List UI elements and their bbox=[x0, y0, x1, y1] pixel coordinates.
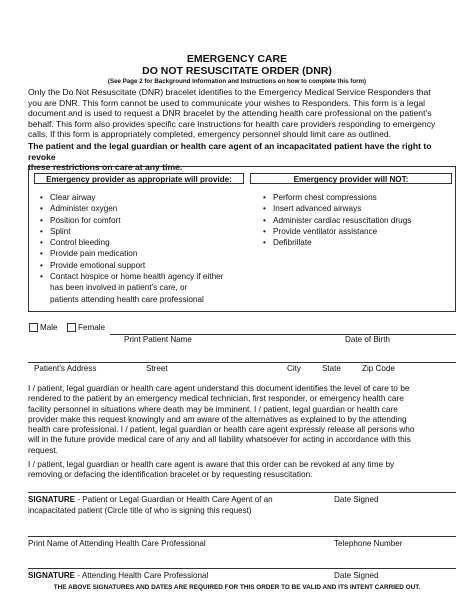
form-subtitle: (See Page 2 for Background Information and Instructions on how to complete this form) bbox=[107, 78, 367, 85]
city-label: City bbox=[287, 364, 301, 373]
professional-name-label: Print Name of Attending Health Care Professional bbox=[28, 539, 206, 548]
list-item: • Splint bbox=[39, 226, 244, 237]
rights-line: these restrictions on care at any time. bbox=[28, 162, 183, 173]
intro-line: Only the Do Not Resuscitate (DNR) bracelet identifies to the Emergency Medical Service Responders that bbox=[28, 87, 431, 97]
telephone-label: Telephone Number bbox=[334, 539, 403, 548]
professional-date-signed-label: Date Signed bbox=[334, 571, 379, 580]
intro-line: you are DNR. This form cannot be used to communicate your wishes to Responders. This form is a legal bbox=[28, 97, 426, 108]
list-item: • Provide emotional support bbox=[39, 260, 244, 271]
zip-label: Zip Code bbox=[362, 364, 395, 373]
professional-signature-label bbox=[28, 571, 208, 580]
signature-bold: SIGNATURE bbox=[28, 571, 76, 580]
patient-signature-line[interactable] bbox=[28, 492, 456, 493]
street-label: Street bbox=[146, 364, 168, 373]
consent-line: health care professional. I / patient, legal guardian or health care agent expressly release all persons who bbox=[28, 424, 415, 435]
intro-line: calls. If this form is appropriately completed, emergency personnel should limit care as outlined. bbox=[28, 129, 392, 140]
list-item: • Administer cardiac resuscitation drugs bbox=[262, 215, 452, 226]
male-checkbox[interactable] bbox=[29, 323, 38, 332]
female-label: Female bbox=[78, 323, 105, 332]
list-item: • Control bleeding bbox=[39, 237, 244, 248]
revocation-line: I / patient, legal guardian or health care agent is aware that this order can be revoked at any time by bbox=[28, 459, 395, 469]
will-not-list bbox=[262, 192, 452, 248]
list-item-contact-hospice bbox=[39, 271, 244, 305]
form-title-line2: DO NOT RESUSCITATE ORDER (DNR) bbox=[142, 65, 332, 77]
state-label: State bbox=[322, 364, 341, 373]
consent-line: I / patient, legal guardian or health care agent understand this document identifies the level of care to be bbox=[28, 383, 410, 393]
intro-paragraph bbox=[28, 87, 454, 140]
dob-label: Date of Birth bbox=[345, 335, 390, 344]
will-provide-heading: Emergency provider as appropriate will provide: bbox=[34, 173, 244, 184]
will-not-heading: Emergency provider will NOT: bbox=[250, 173, 452, 184]
consent-line: will in the future provide medical care of any and all liability whatsoever for acting in accordance with this bbox=[28, 434, 411, 445]
signature-desc: - Patient or Legal Guardian or Health Care Agent of an bbox=[75, 495, 273, 504]
patient-signature-label bbox=[28, 495, 328, 504]
signature-bold: SIGNATURE bbox=[28, 495, 76, 504]
form-title-line1: EMERGENCY CARE bbox=[186, 53, 288, 65]
list-item-line: patients attending health care professional bbox=[50, 294, 204, 304]
will-provide-list bbox=[39, 192, 244, 305]
intro-line: document and is used to request a DNR bracelet by the attending health care professional on the patient’s bbox=[28, 108, 432, 119]
validity-footer: THE ABOVE SIGNATURES AND DATES ARE REQUIRED FOR THIS ORDER TO BE VALID AND ITS INTENT CARRIED OUT. bbox=[53, 584, 421, 591]
list-item: • Provide ventilator assistance bbox=[262, 226, 452, 237]
consent-line: facility personnel in situations where death may be imminent. I / patient, legal guardian or health care bbox=[28, 403, 398, 414]
list-item: • Administer oxygen bbox=[39, 203, 244, 214]
rights-line: The patient and the legal guardian or health care agent of an incapacitated patient have the right to revoke bbox=[28, 141, 432, 162]
list-item-line: has been involved in patient’s care, or bbox=[50, 283, 188, 293]
patient-name-label: Print Patient Name bbox=[124, 335, 192, 344]
address-line[interactable] bbox=[28, 362, 456, 363]
address-label: Patient’s Address bbox=[34, 364, 97, 373]
professional-signature-line[interactable] bbox=[28, 568, 456, 569]
list-item-line: • Contact hospice or home health agency if either bbox=[50, 272, 224, 282]
consent-line: request. bbox=[28, 444, 58, 455]
patient-signature-label-line2: incapacitated patient (Circle title of who is signing this request) bbox=[28, 506, 252, 515]
signature-desc: - Attending Health Care Professional bbox=[75, 571, 209, 580]
list-item: • Defibrillate bbox=[262, 237, 452, 248]
consent-statement bbox=[28, 383, 456, 455]
female-checkbox[interactable] bbox=[67, 323, 76, 332]
professional-name-line[interactable] bbox=[28, 536, 456, 537]
list-item: • Clear airway bbox=[39, 192, 244, 203]
list-item: • Insert advanced airways bbox=[262, 203, 452, 214]
male-label: Male bbox=[40, 323, 58, 332]
care-instructions-box bbox=[28, 166, 456, 312]
list-item: • Provide pain medication bbox=[39, 248, 244, 259]
list-item: • Position for comfort bbox=[39, 215, 244, 226]
revocation-statement bbox=[28, 459, 456, 480]
consent-line: rendered to the patient by an emergency medical technician, first responder, or emergency health care bbox=[28, 393, 404, 404]
revocation-line: removing or defacing the identification bracelet or by requesting resuscitation. bbox=[28, 469, 313, 480]
intro-line: behalf. This form also provides specific care instructions for health care providers responding to emergency bbox=[28, 118, 436, 129]
list-item: • Perform chest compressions bbox=[262, 192, 452, 203]
consent-line: provider make this request knowingly and am aware of the alternatives as explained to by the attending bbox=[28, 413, 407, 424]
patient-date-signed-label: Date Signed bbox=[334, 495, 379, 504]
